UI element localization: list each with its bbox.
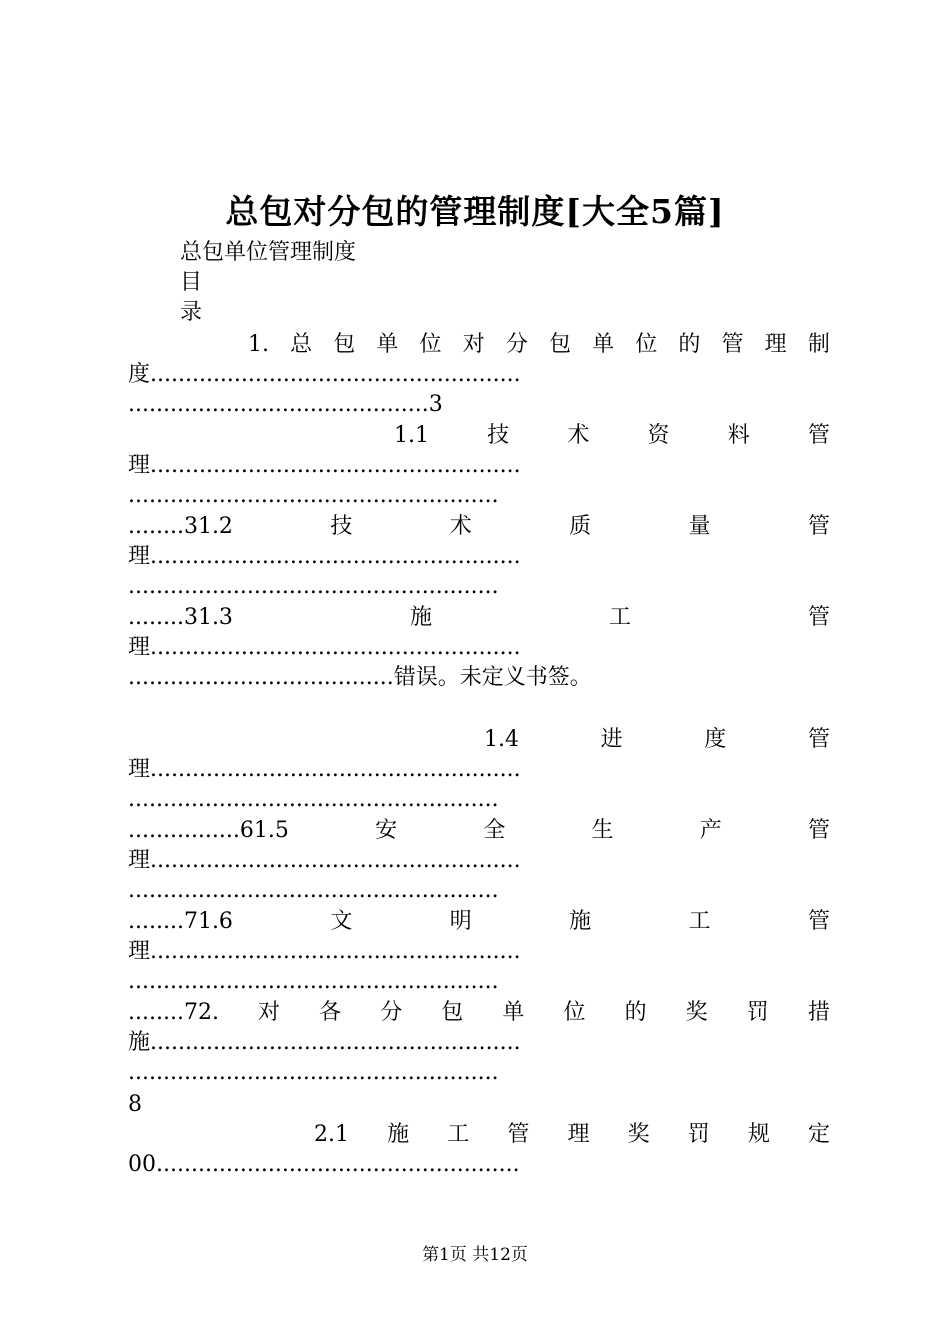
toc-entry-1-2-line2: 理..................................................... <box>128 544 521 569</box>
document-title: 总包对分包的管理制度[大全5篇] <box>225 192 725 231</box>
toc-entry-1-2-head: ........31.2 技 术 质 量 管 <box>128 514 830 539</box>
toc-entry-1-2-line3: ..................................................... <box>128 574 499 599</box>
toc-entry-2-head: ........72. 对 各 分 包 单 位 的 奖 罚 措 <box>128 1000 830 1025</box>
toc-entry-1-1-line2: 理..................................................... <box>128 453 521 478</box>
section-subtitle: 总包单位管理制度 <box>180 240 357 265</box>
toc-entry-2-page: 8 <box>128 1092 142 1117</box>
toc-entry-1-line3: ...........................................3 <box>128 392 443 417</box>
toc-entry-1-4-line2: 理..................................................... <box>128 757 521 782</box>
toc-entry-1-3-line2: 理..................................................... <box>128 635 521 660</box>
toc-entry-1-5-line3: ..................................................... <box>128 878 499 903</box>
toc-entry-2-1-line2: 00.................................................... <box>128 1152 520 1177</box>
toc-entry-1-1-line3: ..................................................... <box>128 483 499 508</box>
toc-entry-1-3-head: ........31.3 施 工 管 <box>128 605 830 630</box>
toc-entry-1-1-head: 1.1 技 术 资 料 管 <box>394 423 830 448</box>
toc-entry-1-4-line3: ..................................................... <box>128 787 499 812</box>
toc-label-mu: 目 <box>180 270 203 295</box>
page-footer: 第1页 共12页 <box>422 1245 528 1265</box>
toc-entry-1-line2: 度..................................................... <box>128 362 521 387</box>
toc-entry-1-6-line2: 理..................................................... <box>128 939 521 964</box>
toc-entry-1-5-head: ................61.5 安 全 生 产 管 <box>128 818 830 843</box>
toc-label-lu: 录 <box>180 300 203 325</box>
toc-entry-2-1-head: 2.1 施 工 管 理 奖 罚 规 定 <box>314 1122 830 1147</box>
toc-entry-2-line2: 施..................................................... <box>128 1030 521 1055</box>
toc-entry-1-head: 1. 总 包 单 位 对 分 包 单 位 的 管 理 制 <box>248 332 830 357</box>
toc-entry-1-6-line3: ..................................................... <box>128 969 499 994</box>
toc-entry-2-line3: ..................................................... <box>128 1060 499 1085</box>
toc-entry-1-6-head: ........71.6 文 明 施 工 管 <box>128 909 830 934</box>
toc-entry-1-4-head: 1.4 进 度 管 <box>484 727 830 752</box>
toc-entry-1-5-line2: 理..................................................... <box>128 848 521 873</box>
toc-entry-1-3-line3: ......................................错误。未定义书签。 <box>128 665 592 690</box>
